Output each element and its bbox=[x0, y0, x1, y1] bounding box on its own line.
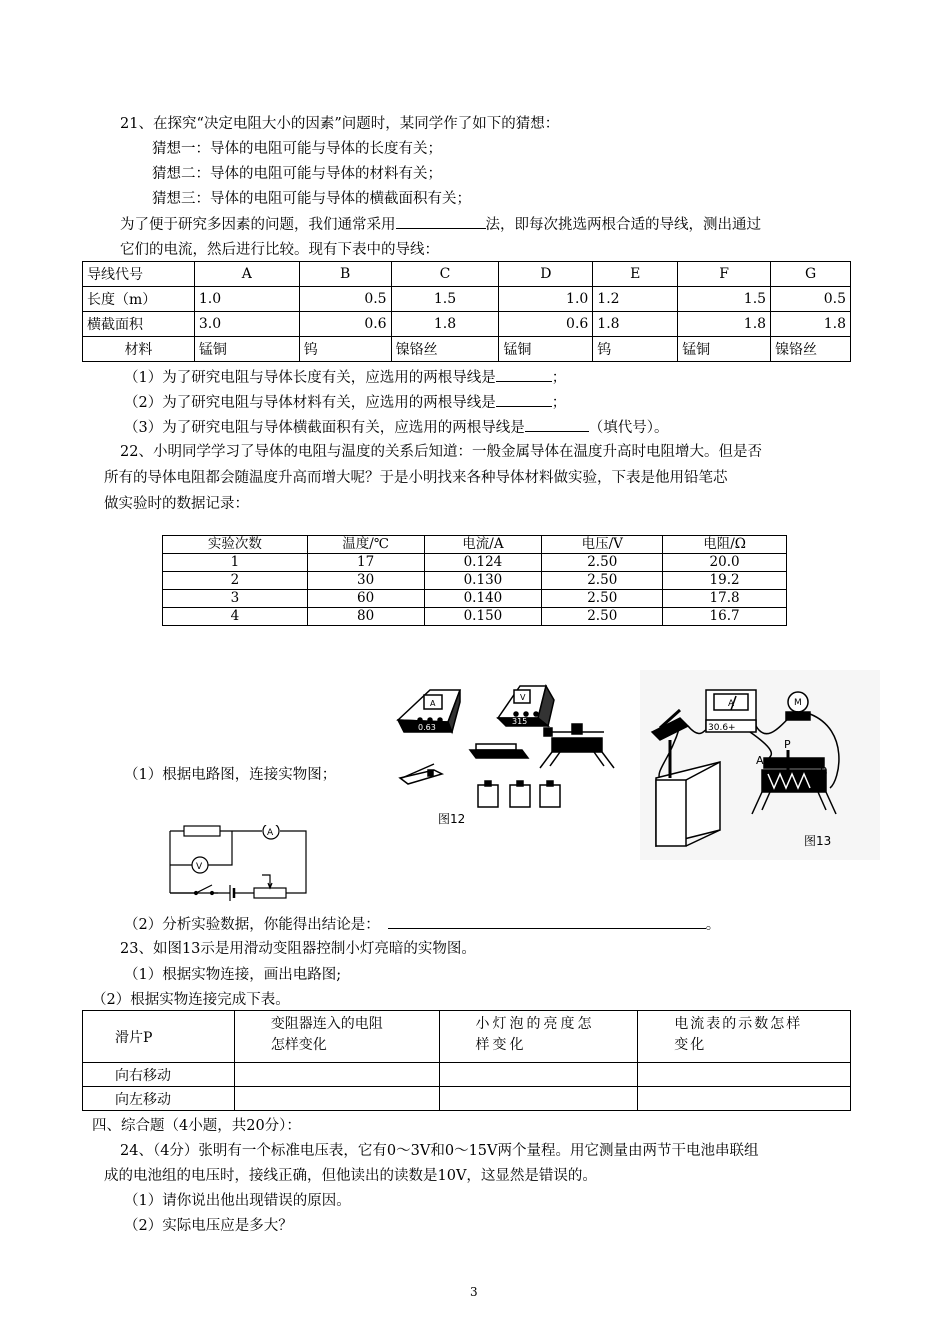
answer-cell[interactable] bbox=[439, 1087, 638, 1111]
table-cell: 17 bbox=[307, 554, 424, 572]
table-cell: 19.2 bbox=[663, 572, 787, 590]
answer-cell[interactable] bbox=[638, 1087, 851, 1111]
table-header-row bbox=[83, 1011, 851, 1063]
table-cell: A bbox=[194, 262, 299, 287]
q21-stem: 21、在探究“决定电阻大小的因素”问题时，某同学作了如下的猜想： bbox=[120, 116, 560, 132]
table-cell: 钨 bbox=[299, 337, 391, 362]
table-cell: 17.8 bbox=[663, 590, 787, 608]
table-cell: 1.8 bbox=[678, 312, 771, 337]
table-cell: 1.0 bbox=[194, 287, 299, 312]
table-cell: 2 bbox=[163, 572, 308, 590]
table-row bbox=[163, 572, 787, 590]
voltmeter-symbol: V bbox=[520, 693, 526, 702]
q23-line1: 23、如图13示是用滑动变阻器控制小灯亮暗的实物图。 bbox=[120, 941, 476, 957]
q21-sub1: （1）为了研究电阻与导体长度有关，应选用的两根导线是 ； bbox=[124, 367, 566, 388]
table-header: 电阻/Ω bbox=[663, 536, 787, 554]
table-cell: B bbox=[299, 262, 391, 287]
table-cell: 钨 bbox=[593, 337, 678, 362]
q21-guess-3: 猜想三：导体的电阻可能与导体的横截面积有关； bbox=[152, 191, 471, 207]
q22-line2: 所有的导体电阻都会随温度升高而增大呢？于是小明找来各种导体材料做实验，下表是他用铅笔芯 bbox=[104, 470, 728, 486]
motor-symbol: M bbox=[794, 698, 802, 708]
fig13-photo bbox=[640, 670, 880, 860]
q21-line2: 它们的电流，然后进行比较。现有下表中的导线： bbox=[120, 242, 439, 258]
q24-line1: 24、（4分）张明有一个标准电压表，它有0～3V和0～15V两个量程。用它测量由两节干电池串联组 bbox=[120, 1143, 759, 1159]
table-cell: E bbox=[593, 262, 678, 287]
table-cell: F bbox=[678, 262, 771, 287]
table-cell: 长度（m） bbox=[83, 287, 195, 312]
table-row bbox=[163, 554, 787, 572]
q21-method-pre: 为了便于研究多因素的问题，我们通常采用 bbox=[120, 217, 396, 233]
table-header: 实验次数 bbox=[163, 536, 308, 554]
table-cell: 2.50 bbox=[542, 590, 663, 608]
table-row bbox=[83, 337, 851, 362]
wire-table bbox=[82, 261, 851, 362]
ammeter-symbol: A bbox=[430, 699, 436, 708]
table-cell: 1.8 bbox=[391, 312, 499, 337]
table-cell: 20.0 bbox=[663, 554, 787, 572]
table-cell: 30 bbox=[307, 572, 424, 590]
switch-icon bbox=[400, 764, 442, 784]
label-b: B bbox=[820, 765, 828, 778]
table-cell: 60 bbox=[307, 590, 424, 608]
table-cell: 1.0 bbox=[499, 287, 593, 312]
table-cell: 80 bbox=[307, 608, 424, 626]
table-cell: 1.8 bbox=[771, 312, 851, 337]
table-cell: 0.6 bbox=[499, 312, 593, 337]
q21-sub2: （2）为了研究电阻与导体材料有关，应选用的两根导线是 ； bbox=[124, 392, 566, 413]
label-a: A bbox=[756, 754, 764, 767]
temp-table bbox=[162, 535, 787, 626]
q22-sub2: （2）分析实验数据，你能得出结论是： 。 bbox=[124, 914, 720, 935]
table-row bbox=[163, 590, 787, 608]
fig12-caption: 图12 bbox=[438, 812, 466, 826]
switch-icon bbox=[170, 885, 226, 893]
table-cell: C bbox=[391, 262, 499, 287]
table-row bbox=[83, 1087, 851, 1111]
ammeter-symbol: A bbox=[728, 699, 735, 709]
fig13-meter-label: 30.6+ bbox=[708, 723, 736, 733]
fig13-caption: 图13 bbox=[804, 834, 832, 848]
table-header: 滑片P bbox=[83, 1011, 235, 1063]
answer-cell[interactable] bbox=[439, 1063, 638, 1087]
table-cell: 1.5 bbox=[678, 287, 771, 312]
table-cell: 导线代号 bbox=[83, 262, 195, 287]
table-cell: G bbox=[771, 262, 851, 287]
table-row bbox=[83, 262, 851, 287]
table-header: 电流/A bbox=[424, 536, 542, 554]
table-header: 温度/℃ bbox=[307, 536, 424, 554]
table-row bbox=[163, 608, 787, 626]
table-header: 变阻器连入的电阻 怎样变化 bbox=[234, 1011, 439, 1063]
q21-method-blank[interactable] bbox=[396, 214, 486, 229]
q22-line1: 22、小明同学学习了导体的电阻与温度的关系后知道：一般金属导体在温度升高时电阻增大。但是否 bbox=[120, 444, 762, 460]
table-cell: D bbox=[499, 262, 593, 287]
table-header-row bbox=[163, 536, 787, 554]
q23-sub2: （2）根据实物连接完成下表。 bbox=[92, 992, 290, 1008]
fig12-apparatus bbox=[390, 680, 620, 810]
page-number: 3 bbox=[470, 1285, 478, 1299]
table-header: 电流表的示数怎样 变化 bbox=[638, 1011, 851, 1063]
resistor-icon bbox=[184, 826, 220, 836]
table-header: 电压/V bbox=[542, 536, 663, 554]
table-cell: 0.5 bbox=[299, 287, 391, 312]
table-cell: 锰铜 bbox=[678, 337, 771, 362]
q21-sub3-blank[interactable] bbox=[525, 417, 589, 432]
section-4-heading: 四、综合题（4小题，共20分）： bbox=[92, 1118, 301, 1134]
table-cell: 2.50 bbox=[542, 572, 663, 590]
table-row bbox=[83, 287, 851, 312]
voltmeter-symbol: V bbox=[196, 862, 203, 872]
table-cell: 0.140 bbox=[424, 590, 542, 608]
label-p: P bbox=[784, 738, 791, 751]
q24-line2: 成的电池组的电压时，接线正确，但他读出的读数是10V，这显然是错误的。 bbox=[104, 1168, 597, 1184]
voltmeter-scale-label: 315 bbox=[512, 717, 528, 726]
ammeter-scale-label: 0.63 bbox=[418, 723, 436, 732]
table-cell: 向左移动 bbox=[83, 1087, 235, 1111]
table-cell: 1.5 bbox=[391, 287, 499, 312]
rheostat-icon bbox=[540, 724, 614, 768]
table-cell: 1.8 bbox=[593, 312, 678, 337]
table-cell: 3 bbox=[163, 590, 308, 608]
table-cell: 0.130 bbox=[424, 572, 542, 590]
table-cell: 横截面积 bbox=[83, 312, 195, 337]
table-cell: 材料 bbox=[83, 337, 195, 362]
q21-method-line bbox=[120, 214, 761, 235]
q21-method-post: 法，即每次挑选两根合适的导线，测出通过 bbox=[485, 217, 761, 233]
answer-cell[interactable] bbox=[234, 1063, 439, 1087]
table-cell: 2.50 bbox=[542, 554, 663, 572]
battery-icon bbox=[478, 781, 560, 807]
q23-sub1: （1）根据实物连接，画出电路图; bbox=[124, 967, 342, 983]
resistor-icon bbox=[470, 744, 528, 758]
table-cell: 0.6 bbox=[299, 312, 391, 337]
table-cell: 0.124 bbox=[424, 554, 542, 572]
circuit-diagram bbox=[166, 825, 312, 901]
q21-sub3: （3）为了研究电阻与导体横截面积有关，应选用的两根导线是 （填代号）。 bbox=[124, 417, 668, 438]
q21-guess-1: 猜想一：导体的电阻可能与导体的长度有关； bbox=[152, 141, 442, 157]
table-cell: 2.50 bbox=[542, 608, 663, 626]
table-cell: 镍铬丝 bbox=[771, 337, 851, 362]
table-cell: 镍铬丝 bbox=[391, 337, 499, 362]
table-cell: 16.7 bbox=[663, 608, 787, 626]
table-cell: 锰铜 bbox=[194, 337, 299, 362]
table-cell: 4 bbox=[163, 608, 308, 626]
table-row bbox=[83, 1063, 851, 1087]
q24-sub1: （1）请你说出他出现错误的原因。 bbox=[124, 1193, 351, 1209]
answer-cell[interactable] bbox=[234, 1087, 439, 1111]
q21-sub2-blank[interactable] bbox=[496, 392, 552, 407]
ammeter-symbol: A bbox=[267, 828, 274, 838]
q22-line3: 做实验时的数据记录： bbox=[104, 496, 249, 512]
slider-table bbox=[82, 1010, 851, 1111]
table-cell: 1 bbox=[163, 554, 308, 572]
answer-cell[interactable] bbox=[638, 1063, 851, 1087]
table-cell: 锰铜 bbox=[499, 337, 593, 362]
q22-conclusion-blank[interactable] bbox=[388, 914, 706, 929]
table-cell: 0.5 bbox=[771, 287, 851, 312]
table-header: 小灯泡的亮度怎 样变化 bbox=[439, 1011, 638, 1063]
table-cell: 向右移动 bbox=[83, 1063, 235, 1087]
q22-sub1: （1）根据电路图，连接实物图； bbox=[124, 767, 337, 783]
q21-sub1-blank[interactable] bbox=[496, 367, 552, 382]
q21-guess-2: 猜想二：导体的电阻可能与导体的材料有关； bbox=[152, 166, 442, 182]
q24-sub2: （2）实际电压应是多大？ bbox=[124, 1218, 293, 1234]
table-cell: 1.2 bbox=[593, 287, 678, 312]
table-cell: 3.0 bbox=[194, 312, 299, 337]
table-row bbox=[83, 312, 851, 337]
table-cell: 0.150 bbox=[424, 608, 542, 626]
